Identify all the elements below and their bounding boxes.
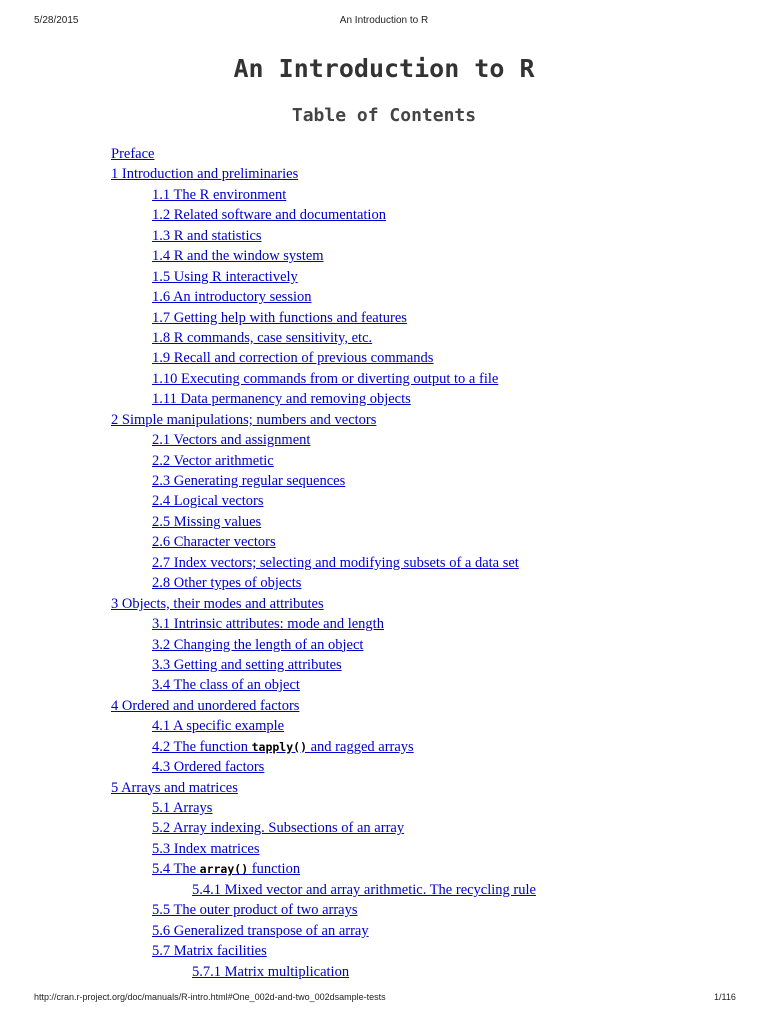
toc-link[interactable]: 3.1 Intrinsic attributes: mode and length (152, 616, 384, 633)
toc-link[interactable]: 5.1 Arrays (152, 800, 213, 816)
toc-item (111, 737, 536, 757)
toc-item (111, 430, 536, 450)
toc-link[interactable]: 1.11 Data permanency and removing objects (152, 391, 411, 408)
toc-link-text: 5.4 The (152, 861, 200, 878)
toc-link-text: function (248, 861, 301, 878)
toc-item (111, 716, 536, 736)
toc-link[interactable]: 2.7 Index vectors; selecting and modifying subsets of a data set (152, 554, 519, 571)
toc-link[interactable]: 1.8 R commands, case sensitivity, etc. (152, 329, 373, 346)
toc-item (111, 880, 536, 900)
toc-item (111, 328, 536, 348)
toc-link[interactable]: 5.6 Generalized transpose of an array (152, 922, 369, 939)
toc-item (111, 818, 536, 838)
toc-item (111, 941, 536, 961)
toc-heading: Table of Contents (291, 105, 477, 126)
toc-link[interactable]: 1.3 R and statistics (152, 227, 262, 244)
toc-link-text: and ragged arrays (307, 738, 414, 755)
toc-item (111, 839, 536, 859)
toc-item (111, 164, 536, 184)
toc-link[interactable]: 1 Introduction and preliminaries (111, 166, 299, 183)
toc-link-code: tapply() (251, 739, 307, 754)
toc-link[interactable]: 2.2 Vector arithmetic (152, 452, 274, 469)
print-date: 5/28/2015 (34, 15, 79, 26)
toc-item (111, 389, 536, 409)
toc-link[interactable]: 2.4 Logical vectors (152, 493, 264, 510)
toc-link[interactable]: 2.3 Generating regular sequences (152, 473, 346, 489)
toc-link[interactable]: 1.10 Executing commands from or diverting output to a file (152, 370, 499, 387)
table-of-contents (111, 144, 536, 982)
toc-link-code: array() (199, 862, 249, 877)
toc-item (111, 410, 536, 430)
toc-item (111, 594, 536, 614)
print-header-title: An Introduction to R (339, 15, 429, 26)
toc-item (111, 144, 536, 164)
toc-link[interactable]: 5.7 Matrix facilities (152, 943, 267, 960)
toc-item (111, 348, 536, 368)
toc-item (111, 573, 536, 593)
toc-item (111, 369, 536, 389)
toc-link[interactable]: 1.5 Using R interactively (152, 268, 298, 285)
toc-item (111, 267, 536, 287)
toc-item (111, 900, 536, 920)
toc-link[interactable]: 1.9 Recall and correction of previous commands (152, 350, 434, 367)
toc-link[interactable]: 3.2 Changing the length of an object (152, 636, 364, 653)
toc-link[interactable]: 1.7 Getting help with functions and features (152, 309, 407, 326)
toc-item (111, 614, 536, 634)
toc-item (111, 962, 536, 982)
toc-link[interactable]: 1.4 R and the window system (152, 248, 324, 265)
toc-link[interactable]: 5.5 The outer product of two arrays (152, 902, 358, 919)
toc-item (111, 287, 536, 307)
toc-item (111, 798, 536, 818)
toc-link[interactable]: 3 Objects, their modes and attributes (111, 595, 324, 612)
toc-link[interactable]: 1.1 The R environment (152, 186, 287, 203)
toc-item (111, 635, 536, 655)
toc-item (111, 308, 536, 328)
document-title: An Introduction to R (233, 54, 535, 83)
toc-link[interactable] (152, 739, 414, 755)
toc-link[interactable]: 2.1 Vectors and assignment (152, 432, 311, 449)
toc-link[interactable]: 2.6 Character vectors (152, 534, 276, 551)
toc-item (111, 246, 536, 266)
toc-item (111, 859, 536, 879)
toc-item (111, 491, 536, 511)
toc-link[interactable]: 4 Ordered and unordered factors (111, 697, 300, 714)
toc-link[interactable]: 5.7.1 Matrix multiplication (192, 963, 350, 980)
toc-link[interactable]: 5.4.1 Mixed vector and array arithmetic. The recycling rule (192, 881, 536, 898)
toc-link[interactable]: 1.6 An introductory session (152, 289, 312, 306)
toc-item (111, 205, 536, 225)
toc-item (111, 185, 536, 205)
toc-link[interactable]: 2.5 Missing values (152, 513, 262, 530)
toc-link[interactable]: 1.2 Related software and documentation (152, 207, 386, 224)
toc-link[interactable]: 5.2 Array indexing. Subsections of an array (152, 820, 405, 837)
toc-item (111, 532, 536, 552)
toc-item (111, 655, 536, 675)
toc-item (111, 696, 536, 716)
toc-item (111, 226, 536, 246)
toc-item (111, 451, 536, 471)
toc-link[interactable]: 3.3 Getting and setting attributes (152, 656, 342, 673)
toc-item (111, 778, 536, 798)
print-footer-url: http://cran.r-project.org/doc/manuals/R-intro.html#One_002d-and-two_002dsample-tests (34, 992, 386, 1002)
toc-link[interactable]: 2 Simple manipulations; numbers and vectors (111, 411, 377, 428)
toc-link[interactable]: 5.3 Index matrices (152, 840, 260, 857)
toc-link[interactable]: 4.1 A specific example (152, 718, 285, 735)
toc-link-text: 4.2 The function (152, 738, 252, 755)
toc-item (111, 553, 536, 573)
toc-item (111, 512, 536, 532)
toc-link[interactable]: 5 Arrays and matrices (111, 779, 238, 796)
toc-item (111, 921, 536, 941)
toc-item (111, 757, 536, 777)
toc-link[interactable] (152, 861, 300, 877)
toc-item (111, 675, 536, 695)
toc-link[interactable]: 4.3 Ordered factors (152, 759, 265, 776)
print-page-number: 1/116 (714, 992, 736, 1002)
toc-link[interactable]: Preface (111, 146, 155, 162)
toc-link[interactable]: 3.4 The class of an object (152, 677, 300, 694)
toc-item (111, 471, 536, 491)
toc-link[interactable]: 2.8 Other types of objects (152, 575, 302, 592)
